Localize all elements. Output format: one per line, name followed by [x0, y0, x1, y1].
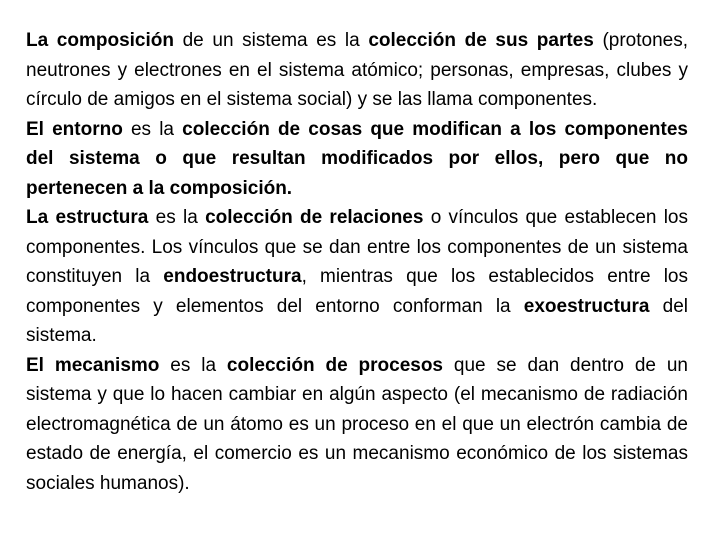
- text-segment: (protones, neutrones y electrones en el sistema atómico; personas, empresas, clubes y círculo de amigos en el sistema social) y se las llama componentes.: [26, 30, 688, 110]
- definition-entorno: colección de cosas que modifican a los componentes del sistema o que resultan modificados por ellos, pero que no pertenecen a la composición.: [26, 118, 688, 199]
- text-segment: , mientras que los establecidos entre los componentes y elementos del entorno conforman la: [26, 266, 688, 317]
- definition-mecanismo: colección de procesos: [226, 354, 444, 376]
- term-endoestructura: endoestructura: [163, 266, 302, 287]
- text-segment: es la: [159, 354, 227, 376]
- paragraph-entorno: [26, 115, 688, 204]
- term-mecanismo: El mecanismo: [26, 354, 160, 376]
- term-estructura: La estructura: [26, 207, 149, 228]
- text-segment: es la: [122, 118, 183, 140]
- term-entorno: El entorno: [26, 118, 123, 140]
- term-exoestructura: exoestructura: [523, 295, 650, 317]
- text-segment: que se dan dentro de un sistema y que lo hacen cambiar en algún aspecto (el mecanismo de radiación electromagnética de un átomo es un proceso en el que un electrón cambia de estado de energía, el comercio es un mecanismo económico de los sistemas sociales humanos).: [26, 354, 688, 494]
- text-segment: del sistema.: [26, 295, 688, 346]
- document-text-block: [26, 26, 688, 498]
- definition-estructura: colección de relaciones: [205, 207, 424, 228]
- paragraph-mecanismo: [26, 351, 688, 499]
- paragraph-composicion: [26, 26, 688, 115]
- text-segment: es la: [148, 207, 206, 228]
- text-segment: o vínculos que establecen los componentes. Los vínculos que se dan entre los componentes de un sistema constituyen la: [26, 207, 688, 287]
- term-composicion: La composición: [26, 30, 174, 51]
- definition-composicion: colección de sus partes: [368, 30, 594, 51]
- text-segment: de un sistema es la: [173, 30, 369, 51]
- paragraph-estructura: [26, 203, 688, 351]
